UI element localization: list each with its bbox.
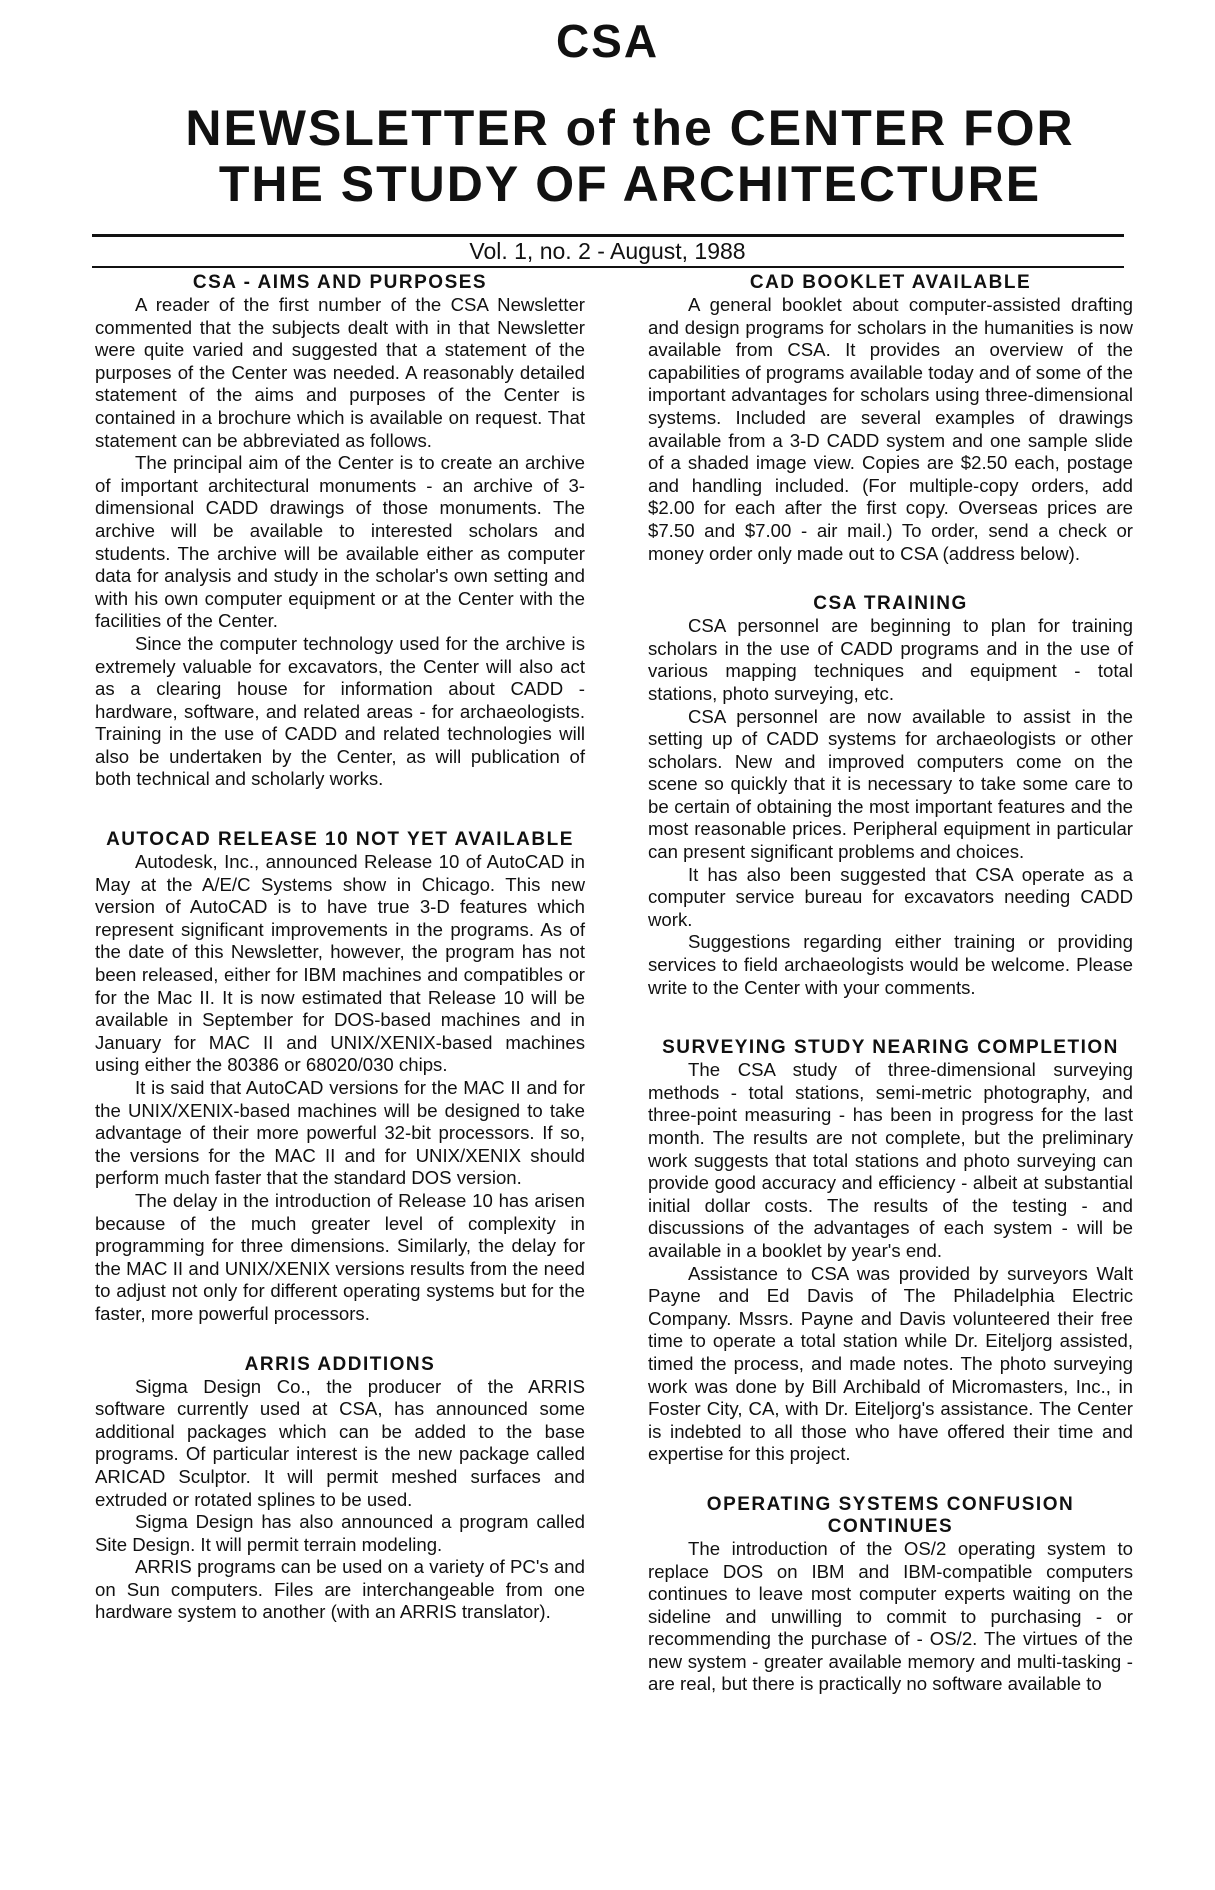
article-arris [95,1354,585,1625]
article-paragraph: The introduction of the OS/2 operating system to replace DOS on IBM and IBM-compatible computers continues to leave most computer experts waiting on the sideline and unwilling to commit to purchasing - or recommending the purchase of - OS/2. The virtues of the new system - greater available memory and multi-tasking - are real, but there is practically no software available to [648,1537,1133,1695]
article-autocad [95,829,585,1325]
article-paragraph: CSA personnel are beginning to plan for training scholars in the use of CADD programs and in the use of various mapping techniques and equipment - total stations, photo surveying, etc. [648,615,1133,704]
article-paragraph: CSA personnel are now available to assist in the setting up of CADD systems for archaeologists or other scholars. New and improved computers come on the scene so quickly that it is necessary to take some care to be certain of obtaining the most important features and the most reasonable prices. Peripheral equipment in particular can present significant problems and choices. [648,705,1133,863]
right-column [648,272,1133,1696]
left-column [95,272,585,1624]
article-heading: CSA - AIMS AND PURPOSES [192,272,488,293]
article-paragraph: The delay in the introduction of Release 10 has arisen because of the much greater level of complexity in programming for three dimensions. Similarly, the delay for the MAC II and UNIX/XENIX versions results from the need to adjust not only for different operating systems but for the faster, more powerful processors. [95,1189,585,1324]
article-paragraph: Since the computer technology used for the archive is extremely valuable for excavators, the Center will also act as a clearing house for information about CADD - hardware, software, and related areas - for archaeologists. Training in the use of CADD and related technologies will also be undertaken by the Center, as will publication of both technical and scholarly works. [95,632,585,790]
article-paragraph: A reader of the first number of the CSA Newsletter commented that the subjects dealt with in that Newsletter were quite varied and suggested that a statement of the purposes of the Center was needed. A reasonably detailed statement of the aims and purposes of the Center is contained in a brochure which is available on request. That statement can be abbreviated as follows. [95,294,585,451]
article-paragraph: ARRIS programs can be used on a variety of PC's and on Sun computers. Files are interchangeable from one hardware system to another (with an ARRIS translator). [95,1556,585,1623]
article-paragraph: Assistance to CSA was provided by surveyors Walt Payne and Ed Davis of The Philadelphia Electric Company. Mssrs. Payne and Davis volunteered their free time to operate a total station while Dr. Eiteljorg assisted, timed the process, and made notes. The photo surveying work was done by Bill Archibald of Micromasters, Inc., in Foster City, CA, with Dr. Eiteljorg's assistance. The Center is indebted to all those who have offered their time and expertise for this project. [648,1262,1133,1465]
article-paragraph: Suggestions regarding either training or providing services to field archaeologists would be welcome. Please write to the Center with your comments. [648,931,1133,998]
article-paragraph: It has also been suggested that CSA operate as a computer service bureau for excavators needing CADD work. [648,863,1133,930]
masthead-short-title: CSA [555,15,660,67]
article-heading: OPERATING SYSTEMS CONFUSION CONTINUES [706,1493,1075,1537]
article-heading: SURVEYING STUDY NEARING COMPLETION [662,1037,1119,1059]
bottom-rule [92,266,1124,268]
article-paragraph: The CSA study of three-dimensional surveying methods - total stations, semi-metric photography, and three-point measuring - has been in progress for the last month. The results are not complete, but the preliminary work suggests that total stations and photo surveying can provide good accuracy and efficiency - albeit at substantial initial dollar costs. The results of the testing - and discussions of the advantages of each system - will be available in a booklet by year's end. [648,1059,1133,1261]
article-paragraph: Autodesk, Inc., announced Release 10 of AutoCAD in May at the A/E/C Systems show in Chicago. This new version of AutoCAD is to have true 3-D features which represent significant improvements in the programs. As of the date of this Newsletter, however, the program has not been released, either for IBM machines and compatibles or for the Mac II. It is now estimated that Release 10 will be available in September for DOS-based machines and in January for MAC II and UNIX/XENIX-based machines using either the 80386 or 68020/030 chips. [95,851,585,1076]
article-aims [95,272,585,791]
top-rule [92,234,1124,237]
article-csa-training [648,593,1133,999]
article-heading: CAD BOOKLET AVAILABLE [749,272,1032,293]
article-heading: AUTOCAD RELEASE 10 NOT YET AVAILABLE [106,829,574,851]
article-operating-systems [648,1494,1133,1696]
article-surveying [648,1037,1133,1466]
article-paragraph: A general booklet about computer-assisted drafting and design programs for scholars in the humanities is now available from CSA. It provides an overview of the capabilities of programs available today and of some of the important advantages for scholars using three-dimensional systems. Included are several examples of drawings available from a 3-D CADD system and one sample slide of a shaded image view. Copies are $2.50 each, postage and handling included. (For multiple-copy orders, add $2.00 for each after the first copy. Overseas prices are $7.50 and $7.00 - air mail.) To order, send a check or money order only made out to CSA (address below). [648,294,1133,564]
article-paragraph: It is said that AutoCAD versions for the MAC II and for the UNIX/XENIX-based machines will be designed to take advantage of their more powerful 32-bit processors. If so, the versions for the MAC II and for UNIX/XENIX should perform much faster that the standard DOS version. [95,1077,585,1189]
article-paragraph: Sigma Design has also announced a program called Site Design. It will permit terrain modeling. [95,1511,585,1555]
masthead-title: NEWSLETTER of the CENTER FOR THE STUDY OF ARCHITECTURE [185,100,1075,212]
article-paragraph: Sigma Design Co., the producer of the ARRIS software currently used at CSA, has announced some additional packages which can be added to the base programs. Of particular interest is the new package called ARICAD Sculptor. It will permit meshed surfaces and extruded or rotated splines to be used. [95,1375,585,1510]
volume-line: Vol. 1, no. 2 - August, 1988 [469,238,746,264]
article-heading: ARRIS ADDITIONS [244,1353,436,1375]
article-heading: CSA TRAINING [813,593,968,615]
article-cad-booklet [648,272,1133,565]
article-paragraph: The principal aim of the Center is to create an archive of important architectural monuments - an archive of 3-dimensional CADD drawings of those monuments. The archive will be available to interested scholars and students. The archive will be available either as computer data for analysis and study in the scholar's own setting and with his own computer equipment or at the Center with the facilities of the Center. [95,452,585,632]
